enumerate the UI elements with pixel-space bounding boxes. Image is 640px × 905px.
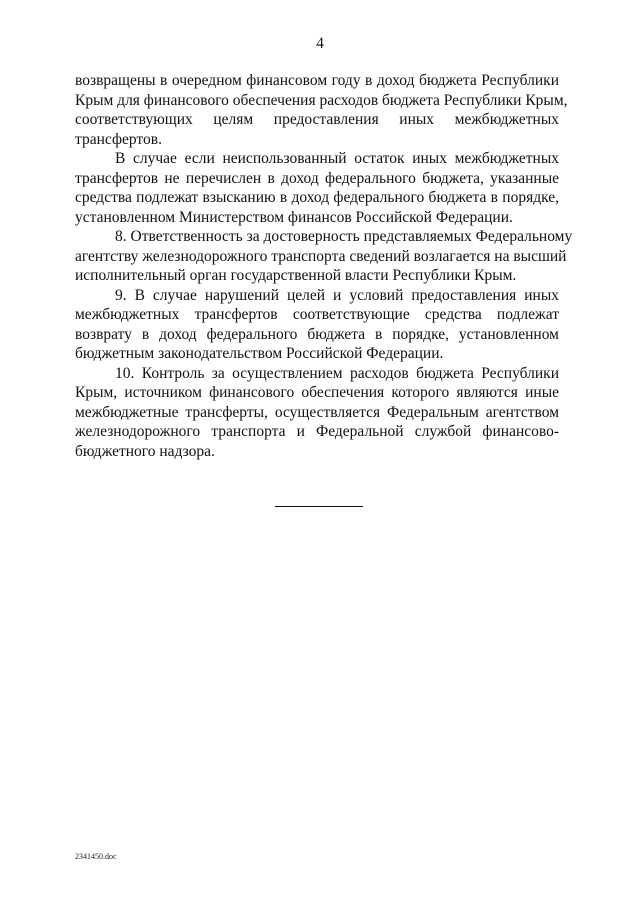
paragraph [75,71,568,149]
text-line: бюджетным законодательством Российской Федерации. [75,345,444,362]
text-line: железнодорожного транспорта и Федеральной службой финансово- [75,423,559,440]
footer-file-name: 2341450.doc [75,852,117,861]
text-line: трансфертов. [75,130,162,148]
text-line: межбюджетных трансфертов соответствующие средства подлежат [75,306,559,323]
text-line: Крым, источником финансового обеспечения которого являются иные [75,384,559,401]
page-number: 4 [316,35,324,52]
text-line: межбюджетные трансферты, осуществляется Федеральным агентством [75,403,559,421]
text-line: соответствующих целям предоставления иных межбюджетных [75,111,559,128]
text-line: исполнительный орган государственной власти Республики Крым. [75,267,517,284]
document-body [75,71,573,461]
text-line: агентству железнодорожного транспорта сведений возлагается на высший [75,247,567,265]
paragraph [75,364,559,462]
text-line: возврату в доход федерального бюджета в порядке, установленном [75,325,559,343]
end-of-document-rule [275,506,363,507]
paragraph [75,286,559,364]
paragraph [75,227,573,286]
text-line: 9. В случае нарушений целей и условий предоставления иных [115,286,559,304]
text-line: возвращены в очередном финансовом году в доход бюджета Республики [75,72,559,89]
text-line: Крым для финансового обеспечения расходов бюджета Республики Крым, [75,91,568,109]
text-line: 10. Контроль за осуществлением расходов бюджета Республики [115,364,559,382]
text-line: средства подлежат взысканию в доход федерального бюджета в порядке, [75,189,559,206]
text-line: установленном Министерством финансов Российской Федерации. [75,208,513,226]
text-line: трансфертов не перечислен в доход федерального бюджета, указанные [75,169,559,187]
text-line: 8. Ответственность за достоверность представляемых Федеральному [115,228,573,245]
text-line: В случае если неиспользованный остаток иных межбюджетных [115,150,559,167]
paragraph [75,149,559,227]
text-line: бюджетного надзора. [75,442,215,460]
